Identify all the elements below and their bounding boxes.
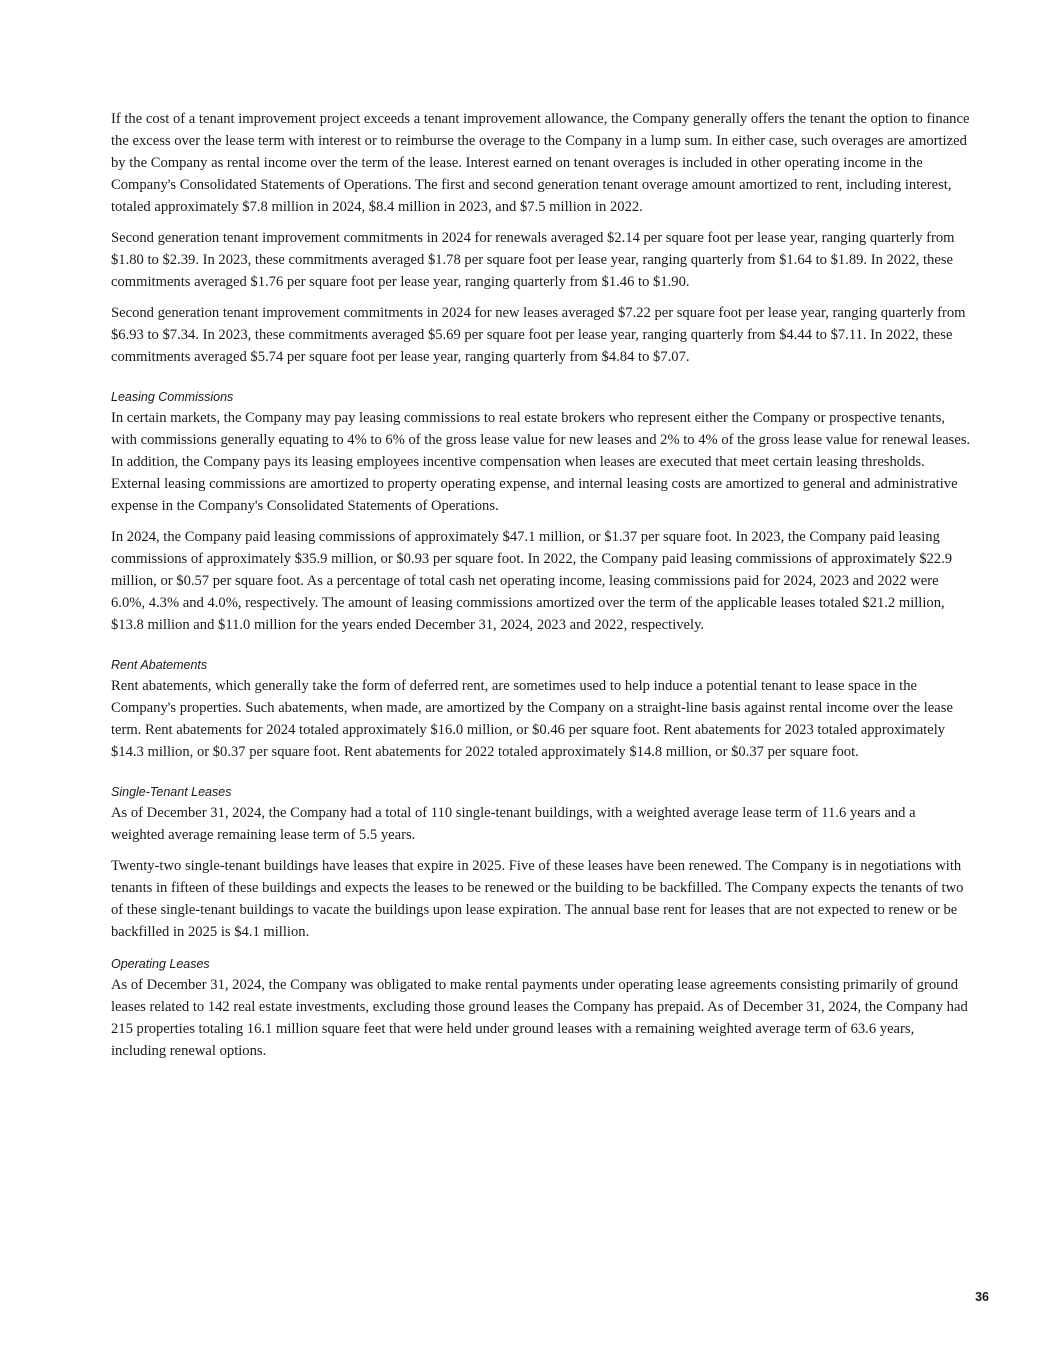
- leasing-commissions-paragraph: In certain markets, the Company may pay leasing commissions to real estate brokers who represent either the Company or prospective tenants, with commissions generally equating to 4% to 6% of the gross lease value for new leases and 2% to 4% of the gross lease value for renewal leases. In addition, the Company pays its leasing employees incentive compensation when leases are executed that meet certain leasing thresholds. External leasing commissions are amortized to property operating expense, and internal leasing costs are amortized to general and administrative expense in the Company's Consolidated Statements of Operations.: [111, 410, 971, 514]
- section-heading-leasing-commissions: Leasing Commissions: [111, 390, 234, 404]
- single-tenant-leases-paragraph: As of December 31, 2024, the Company had a total of 110 single-tenant buildings, with a weighted average lease term of 11.6 years and a weighted average remaining lease term of 5.5 years.: [111, 805, 916, 843]
- intro-paragraph-renewal-commitments: Second generation tenant improvement commitments in 2024 for renewals averaged $2.14 per square foot per lease year, ranging quarterly from $1.80 to $2.39. In 2023, these commitments averaged $1.78 per square foot per lease year, ranging quarterly from $1.64 to $1.89. In 2022, these commitments averaged $1.76 per square foot per lease year, ranging quarterly from $1.46 to $1.90.: [111, 230, 955, 290]
- section-heading-operating-leases: Operating Leases: [111, 957, 210, 971]
- operating-leases-paragraph: As of December 31, 2024, the Company was obligated to make rental payments under operating lease agreements consisting primarily of ground leases related to 142 real estate investments, excluding those ground leases the Company has prepaid. As of December 31, 2024, the Company had 215 properties totaling 16.1 million square feet that were held under ground leases with a remaining weighted average term of 63.6 years, including renewal options.: [111, 977, 968, 1059]
- intro-paragraph-new-lease-commitments: Second generation tenant improvement commitments in 2024 for new leases averaged $7.22 per square foot per lease year, ranging quarterly from $6.93 to $7.34. In 2023, these commitments averaged $5.69 per square foot per lease year, ranging quarterly from $4.44 to $7.11. In 2022, these commitments averaged $5.74 per square foot per lease year, ranging quarterly from $4.84 to $7.07.: [111, 305, 966, 365]
- page-number: 36: [975, 1290, 989, 1304]
- rent-abatements-paragraph: Rent abatements, which generally take the form of deferred rent, are sometimes used to help induce a potential tenant to lease space in the Company's properties. Such abatements, when made, are amortized by the Company on a straight-line basis against rental income over the lease term. Rent abatements for 2024 totaled approximately $16.0 million, or $0.46 per square foot. Rent abatements for 2023 totaled approximately $14.3 million, or $0.37 per square foot. Rent abatements for 2022 totaled approximately $14.8 million, or $0.37 per square foot.: [111, 678, 953, 760]
- section-heading-rent-abatements: Rent Abatements: [111, 658, 208, 672]
- document-body: [111, 108, 971, 1071]
- leasing-commissions-paragraph: In 2024, the Company paid leasing commissions of approximately $47.1 million, or $1.37 per square foot. In 2023, the Company paid leasing commissions of approximately $35.9 million, or $0.93 per square foot. In 2022, the Company paid leasing commissions of approximately $22.9 million, or $0.57 per square foot. As a percentage of total cash net operating income, leasing commissions paid for 2024, 2023 and 2022 were 6.0%, 4.3% and 4.0%, respectively. The amount of leasing commissions amortized over the term of the applicable leases totaled $21.2 million, $13.8 million and $11.0 million for the years ended December 31, 2024, 2023 and 2022, respectively.: [111, 529, 953, 633]
- intro-paragraph-tenant-overages: If the cost of a tenant improvement project exceeds a tenant improvement allowance, the Company generally offers the tenant the option to finance the excess over the lease term with interest or to reimburse the overage to the Company in a lump sum. In either case, such overages are amortized by the Company as rental income over the term of the lease. Interest earned on tenant overages is included in other operating income in the Company's Consolidated Statements of Operations. The first and second generation tenant overage amount amortized to rent, including interest, totaled approximately $7.8 million in 2024, $8.4 million in 2023, and $7.5 million in 2022.: [111, 111, 970, 215]
- section-heading-single-tenant-leases: Single-Tenant Leases: [111, 785, 232, 799]
- single-tenant-leases-paragraph: Twenty-two single-tenant buildings have leases that expire in 2025. Five of these leases have been renewed. The Company is in negotiations with tenants in fifteen of these buildings and expects the leases to be renewed or the building to be backfilled. The Company expects the tenants of two of these single-tenant buildings to vacate the buildings upon lease expiration. The annual base rent for leases that are not expected to renew or be backfilled in 2025 is $4.1 million.: [111, 858, 964, 940]
